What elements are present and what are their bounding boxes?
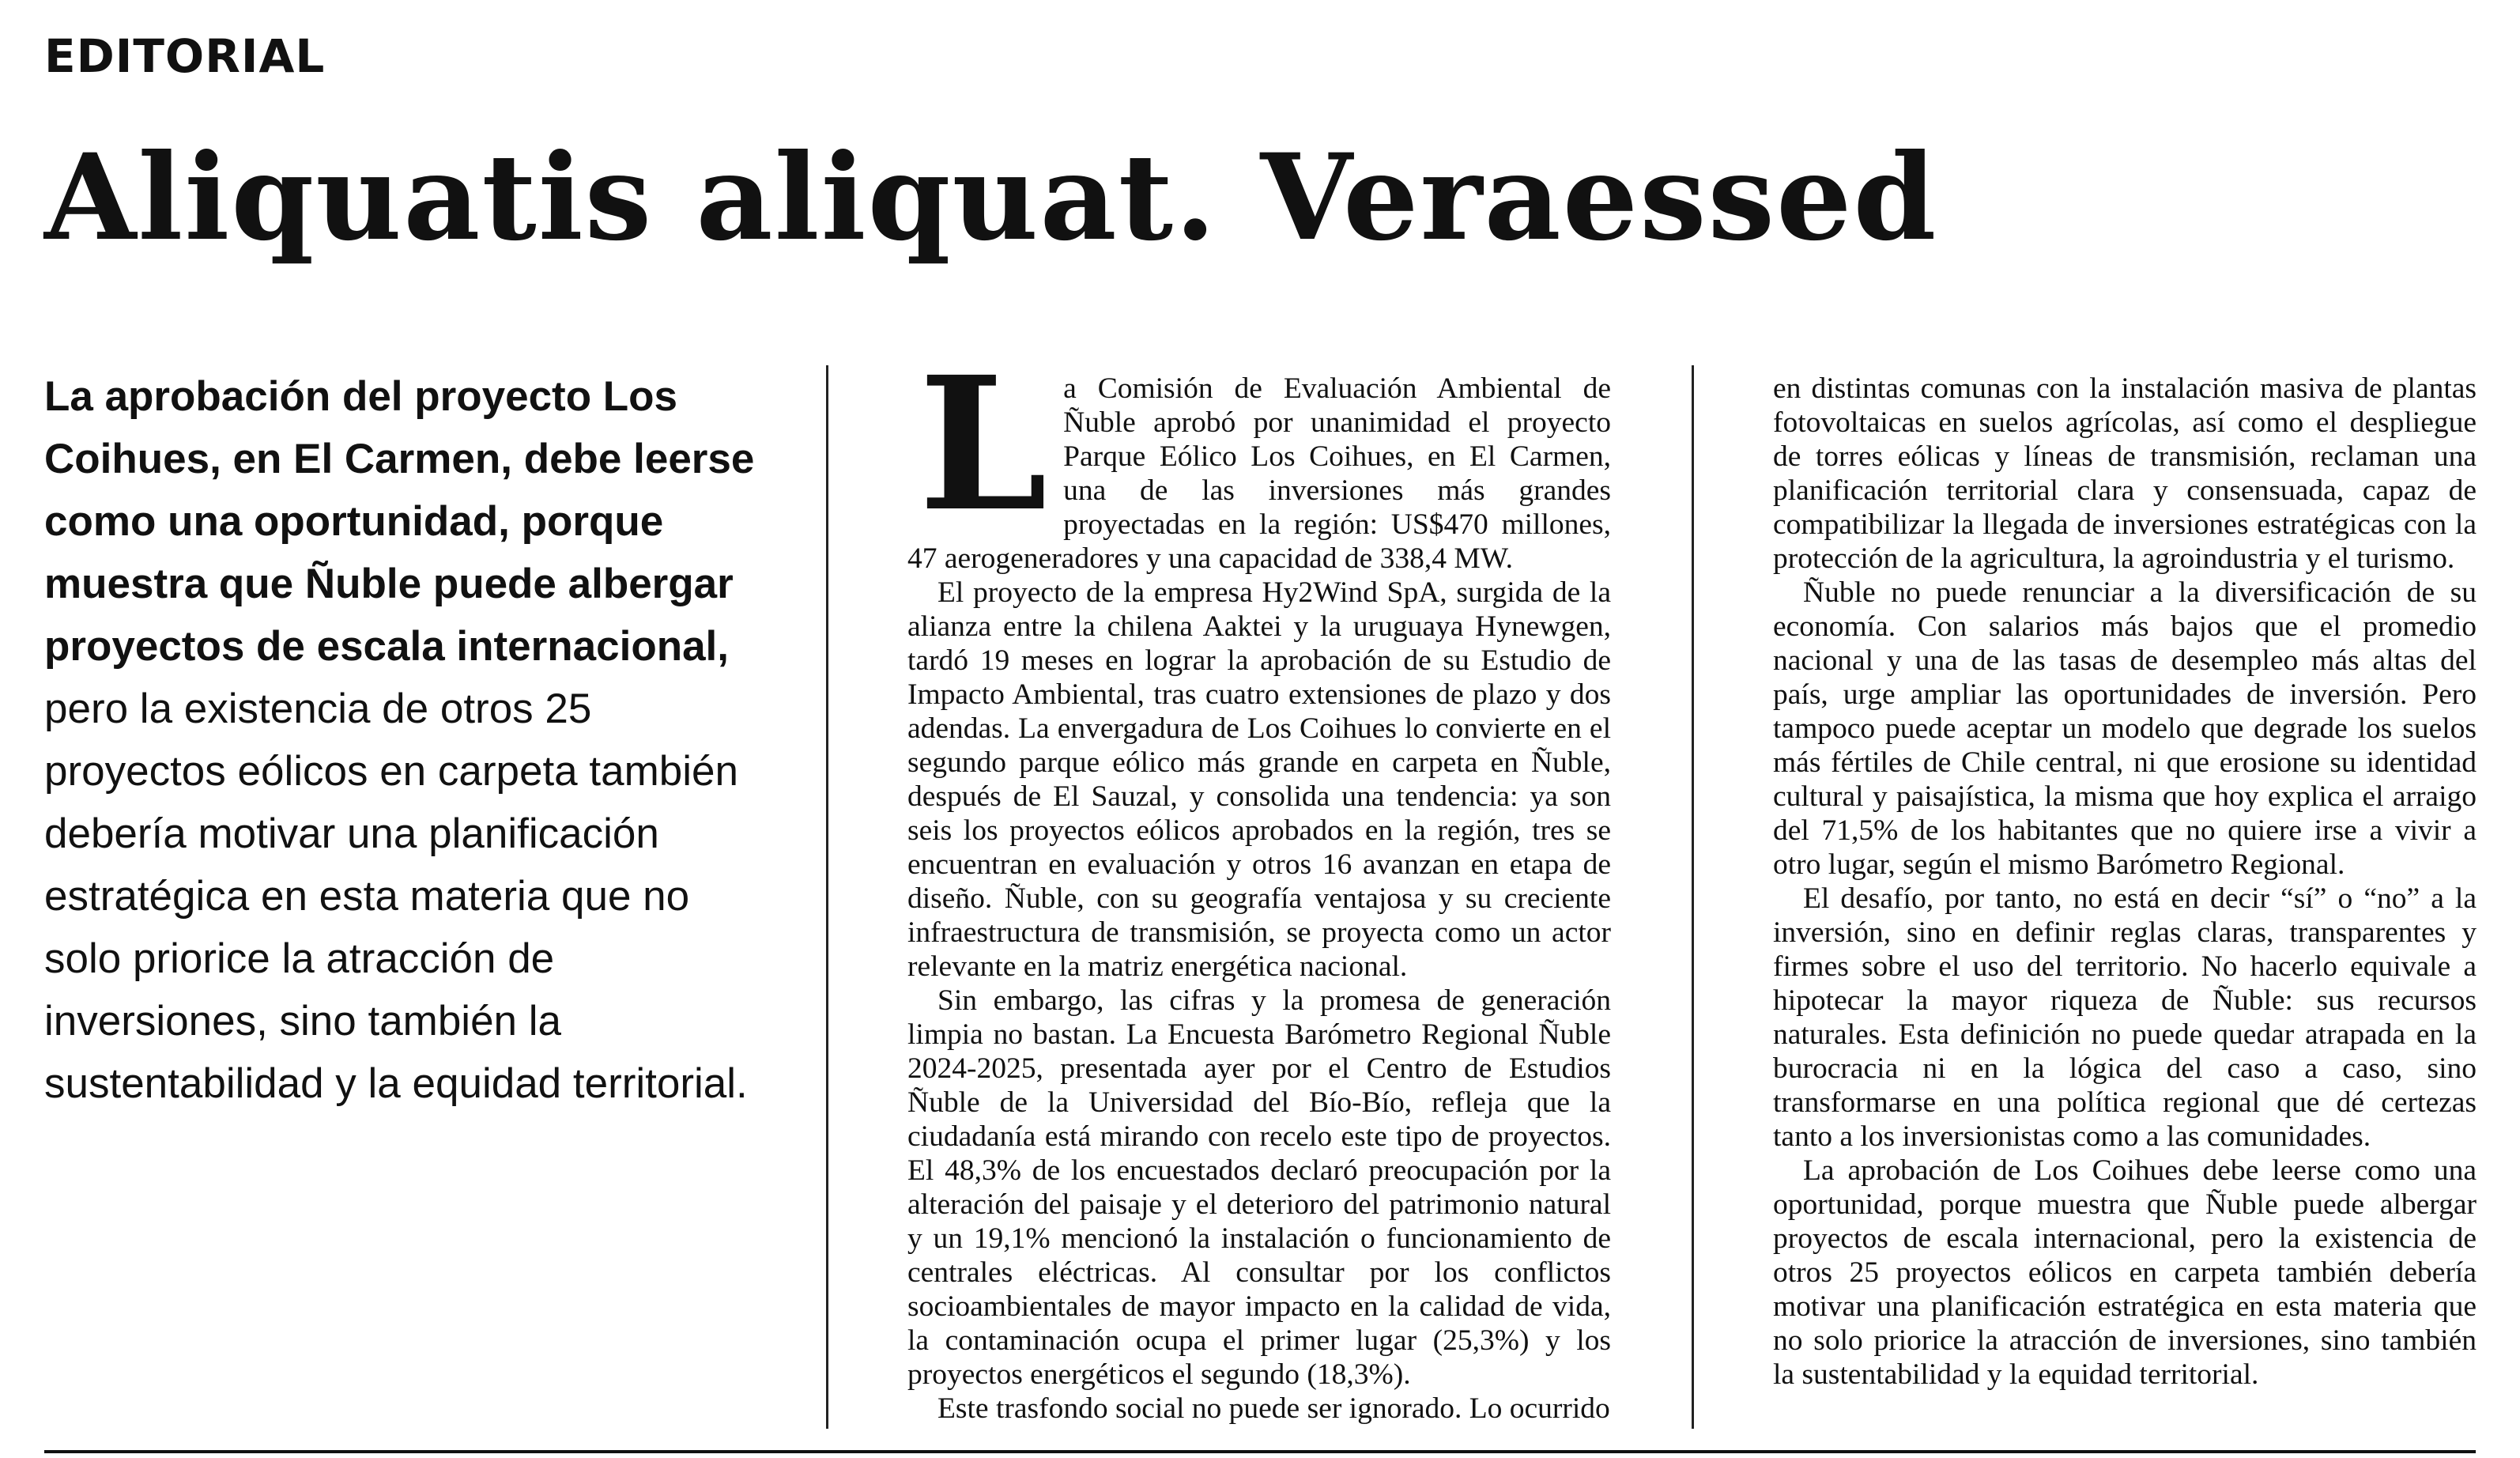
body-column-2	[1773, 372, 2477, 1392]
body-paragraph: El desafío, por tanto, no está en decir “sí” o “no” a la inversión, sino en definir reglas claras, transparentes y firmes sobre el uso del territorio. No hacerlo equivale a hipotecar la mayor riqueza de Ñuble: sus recursos naturales. Esta definición no puede quedar atrapada en la burocracia ni en la lógica del caso a caso, sino transformarse en una política regional que dé certezas tanto a los inversionistas como a las comunidades.	[1773, 882, 2477, 1153]
column-divider	[1692, 365, 1694, 1429]
body-paragraph: El proyecto de la empresa Hy2Wind SpA, surgida de la alianza entre la chilena Aaktei y la uruguaya Hynewgen, tardó 19 meses en lograr la aprobación de su Estudio de Impacto Ambiental, tras cuatro extensiones de plazo y dos adendas. La envergadura de Los Coihues lo convierte en el segundo parque eólico más grande en carpeta en Ñuble, después de El Sauzal, y consolida una tendencia: ya son seis los proyectos eólicos aprobados en la región, tres se encuentran en evaluación y otros 16 avanzan en etapa de diseño. Ñuble, con su geografía ventajosa y su creciente infraestructura de transmisión, se proyecta como un actor relevante en la matriz energética nacional.	[907, 576, 1611, 983]
summary-rest: pero la existencia de otros 25 proyectos eólicos en carpeta también debería motivar una planificación estratégica en esta materia que no solo priorice la atracción de inversiones, sino también la sustentabilidad y la equidad territorial.	[44, 686, 748, 1107]
body-paragraph	[907, 336, 1611, 576]
section-label: EDITORIAL	[44, 29, 326, 83]
paragraph-text: a Comisión de Evaluación Ambiental de Ñuble aprobó por unanimidad el proyecto Parque Eólico Los Coihues, en El Carmen, una de las inversiones más grandes proyectadas en la región: US$470 millones, 47 aerogeneradores y una capacidad de 338,4 MW.	[907, 372, 1611, 575]
bottom-rule	[44, 1450, 2476, 1453]
drop-cap: L	[919, 336, 1048, 552]
body-paragraph: Ñuble no puede renunciar a la diversificación de su economía. Con salarios más bajos que el promedio nacional y una de las tasas de desempleo más altas del país, urge ampliar las oportunidades de inversión. Pero tampoco puede aceptar un modelo que degrade los suelos más fértiles de Chile central, ni que erosione su identidad cultural y paisajística, la misma que hoy explica el arraigo del 71,5% de los habitantes que no quiere irse a vivir a otro lugar, según el mismo Barómetro Regional.	[1773, 576, 2477, 881]
body-paragraph: Este trasfondo social no puede ser ignorado. Lo ocurrido	[937, 1392, 1610, 1425]
body-paragraph: Sin embargo, las cifras y la promesa de generación limpia no bastan. La Encuesta Barómetro Regional Ñuble 2024-2025, presentada ayer por el Centro de Estudios Ñuble de la Universidad del Bío-Bío, refleja que la ciudadanía está mirando con recelo este tipo de proyectos. El 48,3% de los encuestados declaró preocupación por la alteración del paisaje y el deterioro del patrimonio natural y un 19,1% mencionó la instalación o funcionamiento de centrales eléctricas. Al consultar por los conflictos socioambientales de mayor impacto en la calidad de vida, la contaminación ocupa el primer lugar (25,3%) y los proyectos energéticos el segundo (18,3%).	[907, 984, 1611, 1391]
summary-lead: La aprobación del proyecto Los Coihues, en El Carmen, debe leerse como una oportunidad, porque muestra que Ñuble puede albergar proyectos de escala internacional,	[44, 373, 755, 670]
editorial-summary	[44, 365, 756, 1115]
headline: Aliquatis aliquat. Veraessed	[44, 128, 1938, 267]
body-column-1	[907, 336, 1611, 1426]
body-paragraph: en distintas comunas con la instalación masiva de plantas fotovoltaicas en suelos agrícolas, así como el despliegue de torres eólicas y líneas de transmisión, reclaman una planificación territorial clara y consensuada, capaz de compatibilizar la llegada de inversiones estratégicas con la protección de la agricultura, la agroindustria y el turismo.	[1773, 372, 2477, 575]
body-paragraph: La aprobación de Los Coihues debe leerse como una oportunidad, porque muestra que Ñuble puede albergar proyectos de escala internacional, pero la existencia de otros 25 proyectos eólicos en carpeta también debería motivar una planificación estratégica en esta materia que no solo priorice la atracción de inversiones, sino también la sustentabilidad y la equidad territorial.	[1773, 1154, 2477, 1391]
column-divider	[826, 365, 828, 1429]
